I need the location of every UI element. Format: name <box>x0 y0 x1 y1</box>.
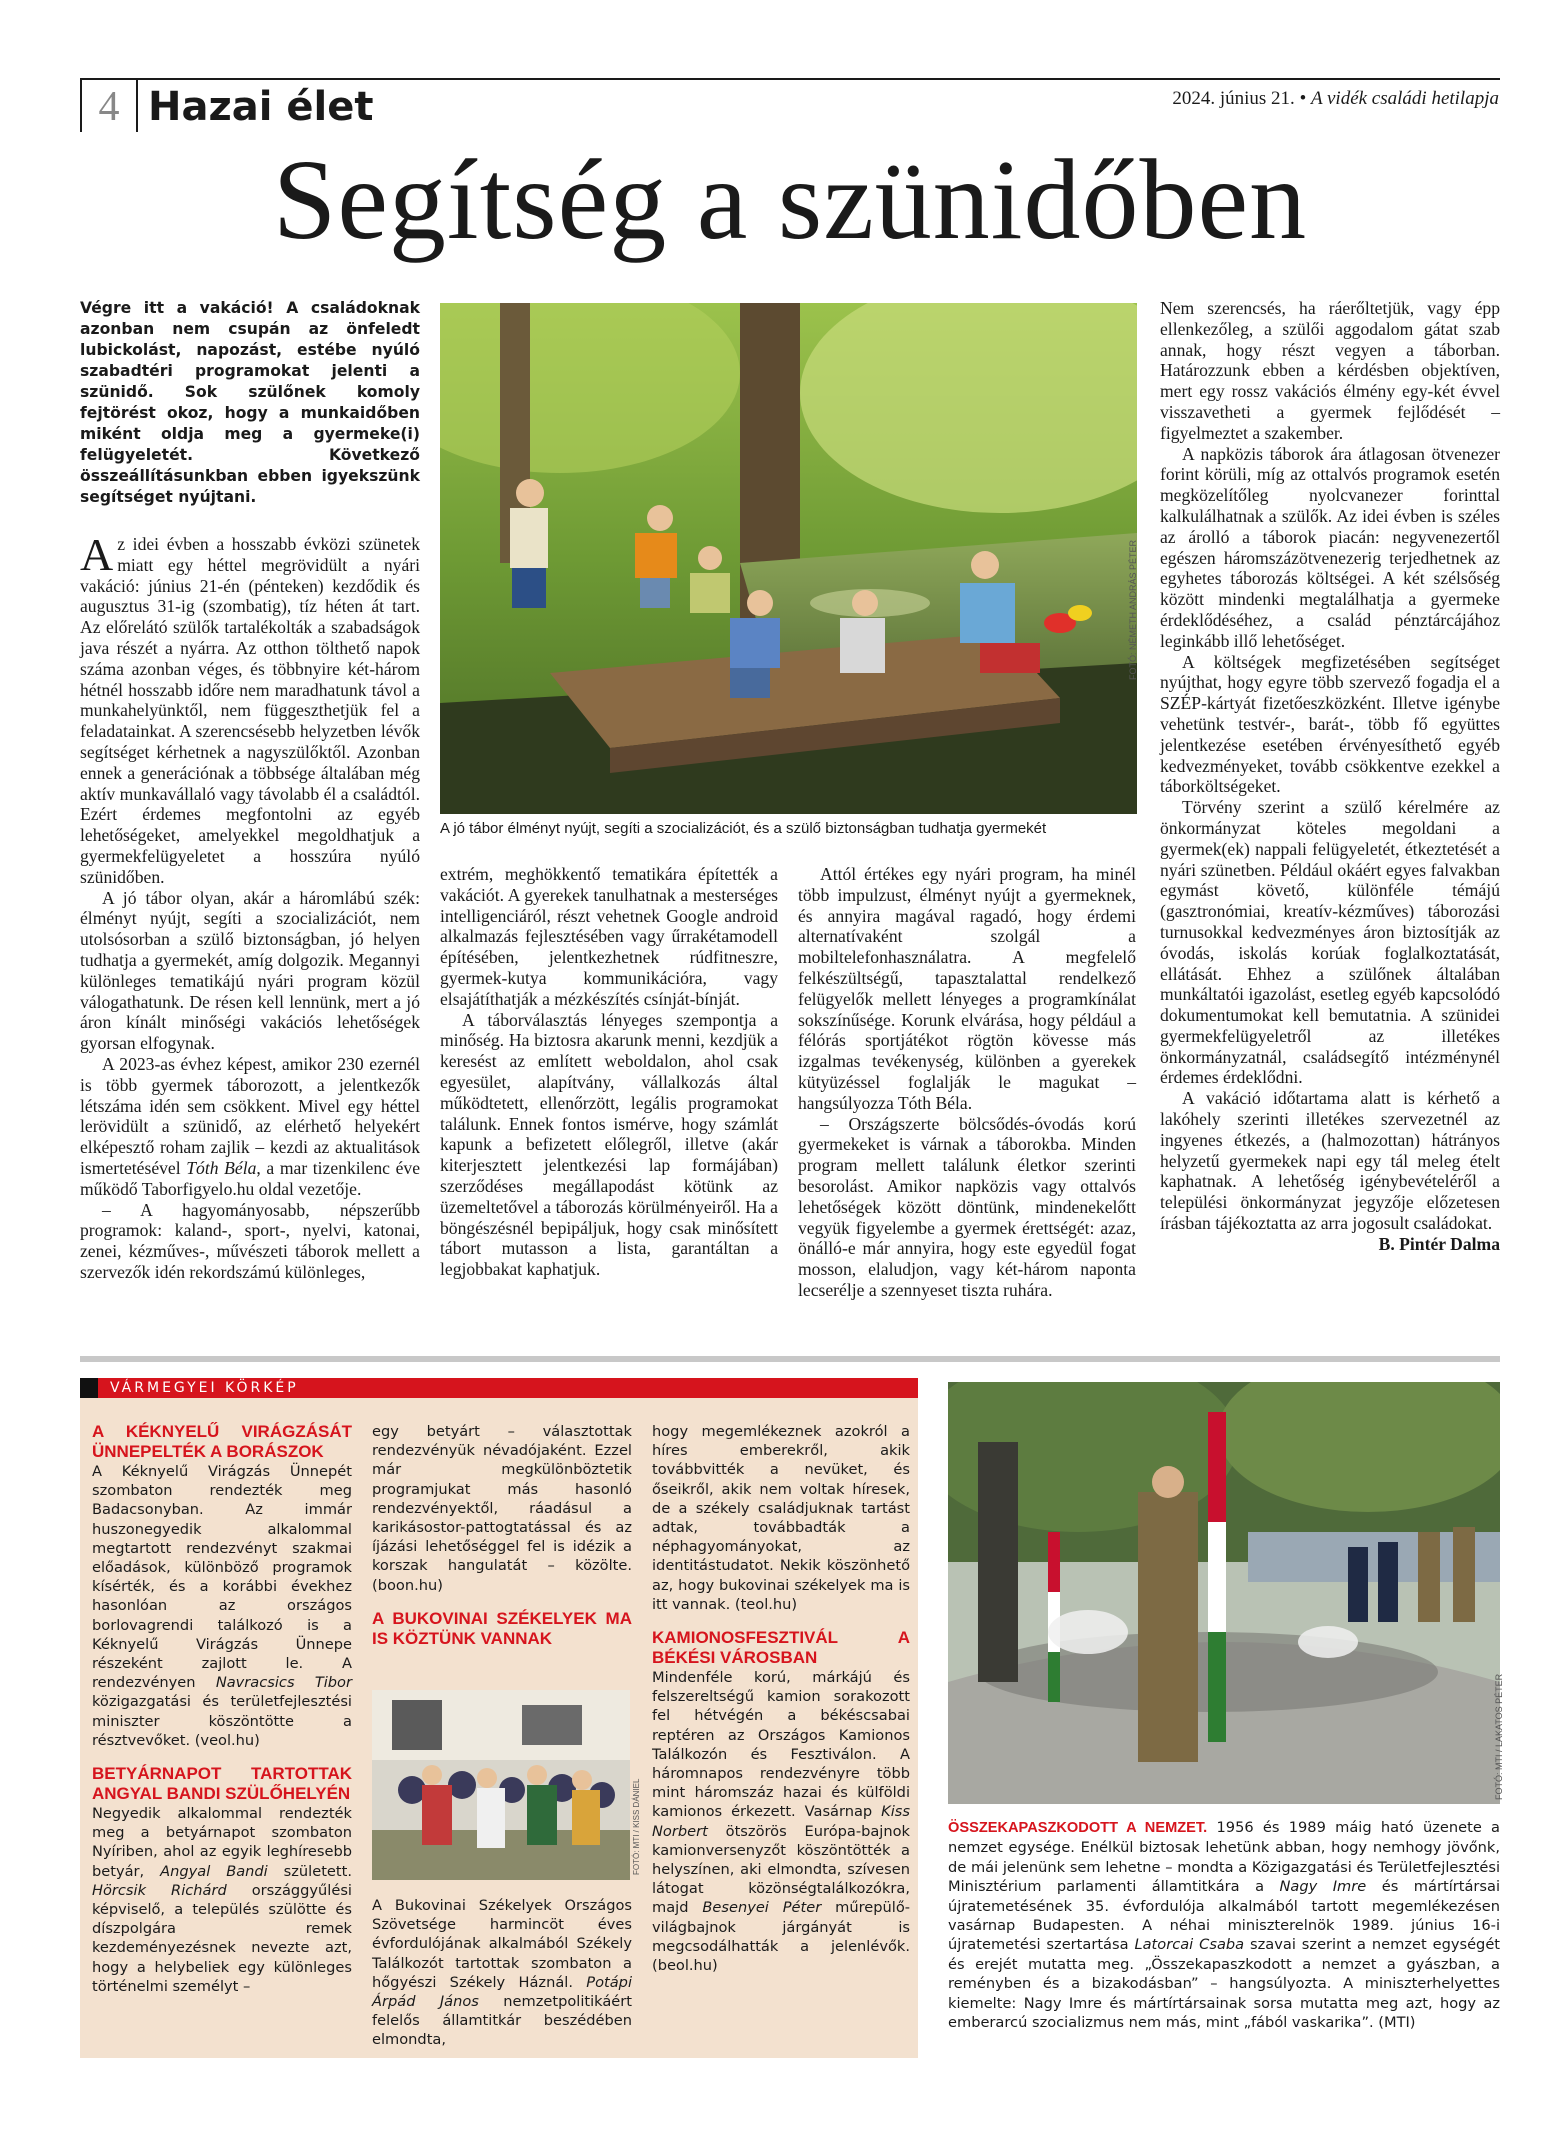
article-paragraph: extrém, meghökkentő tematikára építették a vakációt. A gyerekek tanulhatnak a mesterséges intelligenciáról, részt vehetnek Google android alkalmazás fejlesztésében vagy űrrakétamodell építésében, jelentkezhetnek rúdfitneszre, gyermek-kutya kommunikációra, vagy elsajátíthatják a mézkészítés csínját-bínját. <box>440 864 778 1009</box>
person-name: Besenyei Péter <box>702 1899 822 1917</box>
person-name: Angyal Bandi <box>160 1862 268 1880</box>
section-divider <box>80 1356 1500 1362</box>
article-paragraph: A táborválasztás lényeges szempontja a minőség. Ha biztosra akarunk menni, kezdjük a keresést az említett weboldalon, ahol csak egyesület, alapítvány, vállalkozás által működtetett, ellenőrzött, legális programokat találunk. Ennek fontos ismérve, hogy számlát kapunk a befizetett előlegről, illetve (akár kiterjesztett jelentkezési lap formájában) szerződéses megállapodást kötünk az üzemeltetővel a táborozás körülményeiről. Ha a böngészésnél bepipáljuk, hogy csak minősített tábort mutasson a lista, garantáltan a legjobbakat kaphatjuk. <box>440 1009 778 1280</box>
person-name: Nagy Imre <box>1279 1878 1367 1896</box>
korkep-column-2 <box>372 1422 632 1649</box>
korkep-column-1 <box>92 1422 352 1996</box>
news-headline: A KÉKNYELŰ VIRÁGZÁSÁT ÜNNEPELTÉK A BORÁSZOK <box>92 1422 352 1461</box>
article-column-3 <box>798 864 1136 1301</box>
news-text: A Kéknyelű Virágzás Ünnepét szombaton rendezték meg Badacsonyban. Az immár huszonegyedik alkalommal megtartott rendezvényt szakmai előadások, különböző programok kísérték, és a korábbi évekhez hasonlóan az országos borlovagrendi találkozó is a Kéknyelű Virágzás Ünnepe részeként zajlott le. A rendezvényen Navracsics Tibor közigazgatási és területfejlesztési miniszter köszöntötte a résztvevőket. (veol.hu) <box>92 1463 352 1749</box>
article-column-4 <box>1160 298 1500 1255</box>
article-paragraph: A költségek megfizetésében segítséget nyújthat, hogy egyre több szervező fogadja el a SZÉP-kártyát fizetőeszközként. Illetve igénybe vehetünk testvér-, barát-, több fő együttes jelentkezése esetében érvényesíthető egyéb kedvezményeket, tovább csökkentve ezekkel a táborköltségeket. <box>1160 651 1500 797</box>
korkep-title: VÁRMEGYEI KÖRKÉP <box>110 1380 299 1396</box>
article-paragraph: Törvény szerint a szülő kérelmére az önkormányzat köteles megoldani a gyermek(ek) nappali felügyeletét, étkeztetését a nyári szünetben. Például okáért egyes falvakban egymást követő, különféle témájú (gasztronómiai, kreatív-kézműves) táborozási turnusokkal kedvezményes áron biztosítják az óvodás, iskolás korúak foglalkoztatását, ellátását. Ehhez a szülőnek általában munkáltatói igazolást, esetleg egyéb kapcsolódó dokumentumokat kell bemutatnia. A szünidei gyermekfelügyeletről az illetékes önkormányzatnál, családsegítő intézménynél érdemes érdeklődni. <box>1160 797 1500 1088</box>
person-name: Tóth Béla <box>186 1157 257 1178</box>
article-paragraph: Nem szerencsés, ha ráerőltetjük, vagy épp ellenkezőleg, a szülői aggodalom gátat szab annak, hogy részt vegyen a táborban. Határozzunk ebben a kérdésben objektíven, mert egy rossz vakációs élmény egy-két évvel visszavetheti a gyermek fejlődését – figyelmeztet a szakember. <box>1160 298 1500 443</box>
memorial-caption: ÖSSZEKAPASZKODOTT A NEMZET. 1956 és 1989 máig ható üzenete a nemzet egysége. Enélkül biztosak lehetünk abban, hogy nemhogy jövőnk, de mái jelenünk sem lehetne – mondta a Közigazgatási és Területfejlesztési Minisztérium parlamenti államtitkára a Nagy Imre és mártírtársai újratemetésének 35. évfordulója alkalmából tartott megemlékezésen vasárnap Budapesten. A néhai miniszterelnök 1989. június 16-i újratemetési szertartása Latorcai Csaba szavai szerint a nemzet egységét és erejét mutatta meg. „Összekapaszkodott a nemzet a gyászban, a reményben és a bizakodásban” – hangsúlyozta. A miniszterhelyettes kiemelte: Nagy Imre és mártírtársainak sorsa mutatta meg azt, hogy az emberarcú szocializmus nem más, mint „fából vaskarika”. (MTI) <box>948 1819 1501 2032</box>
person-name: Hörcsik Richárd <box>92 1881 227 1899</box>
person-name: Kiss Norbert <box>652 1803 911 1840</box>
news-headline: A BUKOVINAI SZÉKELYEK MA IS KÖZTÜNK VANNAK <box>372 1608 632 1648</box>
news-text: A Bukovinai Székelyek Országos Szövetsége harmincöt éves évfordulójának alkalmából Székely Találkozót tartottak szombaton a hőgyészi Székely Háznál. Potápi Árpád János nemzetpolitikáért felelős államtitkár beszédében elmondta, <box>372 1897 632 2049</box>
photo-credit: FOTÓ: NÉMETH ANDRÁS PÉTER <box>1128 539 1138 680</box>
main-photo <box>440 303 1137 814</box>
caption-headline: ÖSSZEKAPASZKODOTT A NEMZET. <box>948 1820 1208 1836</box>
article-column-2 <box>440 864 778 1280</box>
article-paragraph: A napközis táborok ára átlagosan ötvenezer forint körüli, míg az ottalvós programok esetén megközelítőleg nyolcvanezer forinttal kalkulálhatnak a szülők. Az idei évben is széles az árolló a táborok piacán: negyvenezertől egészen háromszázötvenezerig terjedhetnek az egyhetes táborozás költségei. A két szélsőség között mindenki megtalálhatja a gyermeke érdeklődéséhez, a család pénztárcájához leginkább illő lehetőséget. <box>1160 443 1500 651</box>
bukovina-photo <box>372 1690 630 1880</box>
article-paragraph: A 2023-as évhez képest, amikor 230 ezernél is több gyermek táborozott, a jelentkezők létszáma idén sem csökkent. Mivel egy héttel lerövidült a szünidő, az elérhető helyekért elképesztő roham zajlik – kezdi az aktualitások ismertetésével Tóth Béla, a mar tizenkilenc éve működő Taborfigyelo.hu oldal vezetője. <box>80 1053 421 1199</box>
article-column-1 <box>80 298 420 1283</box>
issue-date: 2024. június 21. <box>1172 88 1295 109</box>
article-paragraph: A jó tábor olyan, akár a háromlábú szék: élményt nyújt, segíti a szocializációt, nem utolsósorban a szülő biztonságban, jó helyen tudhatja a gyermekét, amíg dolgozik. Megannyi különleges tematikájú nyári program közül válogathatunk. De résen kell lennünk, mert a jó áron kínált minőségi vakációs lehetőségek gyorsan elfogynak. <box>80 887 420 1054</box>
memorial-photo <box>948 1382 1500 1804</box>
photo-credit: FOTÓ: MTI / KISS DÁNIEL <box>632 1778 641 1875</box>
news-headline: BETYÁRNAPOT TARTOTTAK ANGYAL BANDI SZÜLŐHELYÉN <box>92 1764 352 1804</box>
article-paragraph: – Országszerte bölcsődés-óvodás korú gyermekeket is várnak a táborokba. Minden program mellett találunk életkor szerinti besorolást. Amikor napközis vagy ottalvós lehetőségek között döntünk, mindenekelőtt vegyük figyelembe a gyermek érettségét: azaz, önálló-e már annyira, hogy este egyedül fogat mosson, elaludjon, vagy két-három naponta lecserélje a szennyeset tiszta ruhára. <box>798 1113 1136 1300</box>
news-text: Mindenféle korú, márkájú és felszereltségű kamion sorakozott fel hétvégén a békéscsabai reptéren az Országos Kamionos Találkozón és Fesztiválon. A háromnapos rendezvényre több mint háromszáz hazai és külföldi kamionos érkezett. Vasárnap Kiss Norbert ötszörös Európa-bajnok kamionversenyzőt köszöntötték a helyszínen, aki elmondta, szívesen látogat közönségtalálkozókra, majd Besenyei Péter műrepülő-világbajnok járgányát is megcsodálhatták a jelenlévők. (beol.hu) <box>652 1669 911 1975</box>
page-number: 4 <box>80 80 138 132</box>
article-lead: Végre itt a vakáció! A családoknak azonban nem csupán az önfeledt lubickolást, napozást, estébe nyúló szabadtéri programokat jelenti a szünidő. Sok szülőnek komoly fejtörést okoz, hogy a munkaidőben miként oldja meg a gyermeke(i) felügyeletét. Következő összeállításunkban ebben igyekszünk segítséget nyújtani. <box>80 299 420 506</box>
dateline-separator: • <box>1299 88 1307 109</box>
korkep-column-2-continued <box>372 1896 632 2050</box>
article-paragraph: Attól értékes egy nyári program, ha minél több impulzust, élményt nyújt a gyermeknek, és annyira magával ragadó, hogy érdemi alternatívaként szolgál a mobiltelefonhasználatra. A megfelelő felkészültségű, tapasztalattal rendelkező felügyelők mellett lényeges a programkínálat sokszínűsége. Korunk elvárása, hogy például a félórás sportjátékot rögtön kövesse más izgalmas tevékenység, különben a gyerekek kütyüzéssel foglalják le magukat – hangsúlyozza Tóth Béla. <box>798 864 1136 1113</box>
korkep-header-marker <box>80 1378 98 1398</box>
news-text: hogy megemlékeznek azokról a híres emberekről, akik továbbvitték a nevüket, és őseikről, akik nem voltak híresek, de a székely családjuknak tartást adtak, továbbadták a néphagyományokat, az identitástudatot. Nekik köszönhető az, hogy bukovinai székelyek ma is itt vannak. (teol.hu) <box>652 1423 910 1613</box>
dateline <box>1172 88 1499 110</box>
article-paragraph: A vakáció időtartama alatt is kérhető a lakóhely szerinti illetékes szervezetnél az ingyenes étkezés, a (halmozottan) hátrányos helyzetű gyermekek napi egy tál meleg ételt kaphatnak. A lehetőség igénybevételéről a települési önkormányzat jegyzője előzetesen írásban tájékoztatta az arra jogosult családokat. <box>1160 1088 1500 1234</box>
news-headline: KAMIONOSFESZTIVÁL A BÉKÉSI VÁROSBAN <box>652 1628 910 1668</box>
article-paragraph: Az idei évben a hosszabb évközi szünetek miatt egy héttel megrövidült a nyári vakáció: június 21-én (pénteken) kezdődik és augusztus 31-ig (szombatig), tíz héten át tart. Az előrelátó szülők tartalékolták a szabadságok java részét a nyárra. Az otthon tölthető napok száma azonban véges, és többnyire két-három hétnél hosszabb időre nem maradhatunk távol a munkahelyünktől, nem függeszthetjük fel a feladatainkat. A szerencsésebb helyzetben lévők segítséget kérhetnek a nagyszülőktől. Azonban ennek a generációnak a többsége általában még aktív munkavállaló vagy távolabb él a családtól. Ezért érdemes megfontolni az egyéb lehetőségeket, amelyekkel megoldhatjuk a gyermekfelügyeletet a hosszúra nyúló szünidőben. <box>80 529 420 887</box>
article-headline: Segítség a szünidőben <box>272 136 1308 263</box>
person-name: Navracsics Tibor <box>215 1674 352 1692</box>
news-text: Negyedik alkalommal rendezték meg a betyárnapot szombaton Nyíriben, ahol az egyik leghíresebb betyár, Angyal Bandi született. Hörcsik Richárd országgyűlési képviselő, a település szülötte és díszpolgára remek kezdeményezésnek nevezte azt, hogy a helybeliek egy különleges történelmi személyt – <box>92 1805 352 1995</box>
person-name: Potápi Árpád János <box>372 1973 632 2011</box>
publication-tagline: A vidék családi hetilapja <box>1310 88 1499 109</box>
drop-cap: A <box>80 529 114 580</box>
photo-caption: A jó tábor élményt nyújt, segíti a szocializációt, és a szülő biztonságban tudhatja gyermekét <box>440 820 1047 837</box>
korkep-column-3 <box>652 1422 910 1975</box>
photo-credit: FOTÓ: MTI / LAKATOS PÉTER <box>1494 1673 1504 1800</box>
section-title: Hazai élet <box>148 84 374 130</box>
article-paragraph: – A hagyományosabb, népszerűbb programok: kaland-, sport-, nyelvi, katonai, zenei, kézműves-, művészeti táborok mellett a szervezők idén rekordszámú különleges, <box>80 1199 420 1282</box>
person-name: Latorcai Csaba <box>1134 1936 1245 1954</box>
author-byline: B. Pintér Dalma <box>1378 1233 1500 1254</box>
news-text: egy betyárt – választottak rendezvényük névadójaként. Ezzel már megkülönböztetik programjukat más hasonló rendezvényektől, ráadásul a karikásostor-pattogtatással és az íjázási lehetőséggel fel is idézik a korszak hangulatát – közölte. (boon.hu) <box>372 1423 632 1594</box>
